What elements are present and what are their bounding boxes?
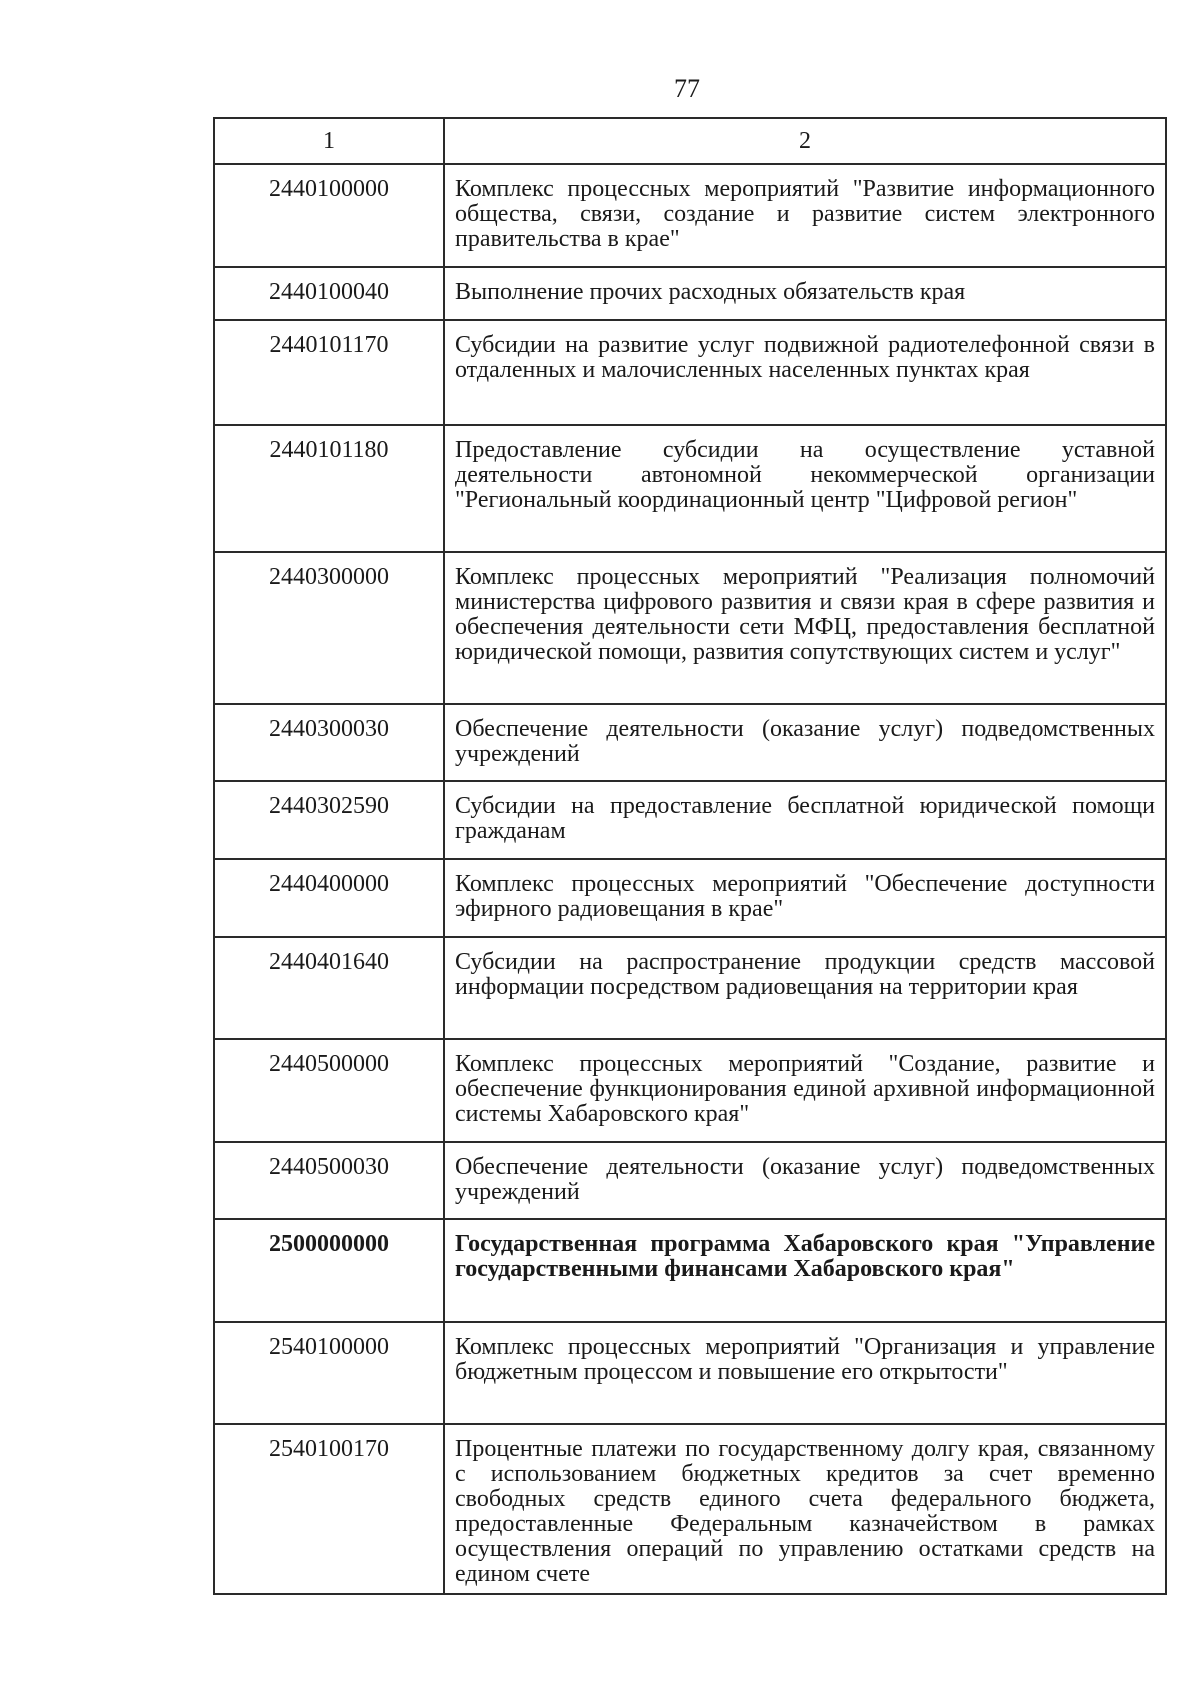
table-row-program <box>214 1219 1166 1322</box>
table-header-row <box>214 118 1166 164</box>
table-row <box>214 859 1166 937</box>
table-row <box>214 320 1166 425</box>
row-code: 2440101180 <box>214 425 444 552</box>
row-name: Комплекс процессных мероприятий "Развитие информационного общества, связи, создание и развитие систем электронного правительства в крае" <box>444 164 1166 267</box>
row-name: Комплекс процессных мероприятий "Организация и управление бюджетным процессом и повышение его открытости" <box>444 1322 1166 1424</box>
row-name: Обеспечение деятельности (оказание услуг) подведомственных учреждений <box>444 704 1166 781</box>
row-code: 2440300000 <box>214 552 444 704</box>
row-code: 2440401640 <box>214 937 444 1039</box>
row-name: Комплекс процессных мероприятий "Реализация полномочий министерства цифрового развития и связи края в сфере развития и обеспечения деятельности сети МФЦ, предоставления бесплатной юридической помощи, развития сопутствующих систем и услуг" <box>444 552 1166 704</box>
table-row <box>214 552 1166 704</box>
row-name: Субсидии на распространение продукции средств массовой информации посредством радиовещания на территории края <box>444 937 1166 1039</box>
row-code: 2440100040 <box>214 267 444 320</box>
row-code: 2440500000 <box>214 1039 444 1142</box>
row-code: 2440302590 <box>214 781 444 859</box>
column-header-code: 1 <box>214 118 444 164</box>
table-row <box>214 1039 1166 1142</box>
row-code: 2440400000 <box>214 859 444 937</box>
row-code: 2440500030 <box>214 1142 444 1219</box>
row-code: 2540100000 <box>214 1322 444 1424</box>
row-name: Субсидии на развитие услуг подвижной радиотелефонной связи в отдаленных и малочисленных населенных пунктах края <box>444 320 1166 425</box>
page-number: 77 <box>674 74 700 103</box>
row-code: 2440300030 <box>214 704 444 781</box>
table-row <box>214 937 1166 1039</box>
row-code: 2440101170 <box>214 320 444 425</box>
table-row <box>214 425 1166 552</box>
row-code: 2440100000 <box>214 164 444 267</box>
row-name: Предоставление субсидии на осуществление уставной деятельности автономной некоммерческой организации "Региональный координационный центр "Цифровой регион" <box>444 425 1166 552</box>
row-name: Субсидии на предоставление бесплатной юридической помощи гражданам <box>444 781 1166 859</box>
table-row <box>214 267 1166 320</box>
table-row <box>214 1424 1166 1594</box>
table-row <box>214 164 1166 267</box>
row-code: 2540100170 <box>214 1424 444 1594</box>
row-name: Комплекс процессных мероприятий "Обеспечение доступности эфирного радиовещания в крае" <box>444 859 1166 937</box>
row-name: Комплекс процессных мероприятий "Создание, развитие и обеспечение функционирования единой архивной информационной системы Хабаровского края" <box>444 1039 1166 1142</box>
table-row <box>214 1322 1166 1424</box>
row-name: Процентные платежи по государственному долгу края, связанному с использованием бюджетных кредитов за счет временно свободных средств единого счета федерального бюджета, предоставленные Федеральным казначейством в рамках осуществления операций по управлению остатками средств на едином счете <box>444 1424 1166 1594</box>
table-row <box>214 1142 1166 1219</box>
row-code: 2500000000 <box>214 1219 444 1322</box>
table-row <box>214 704 1166 781</box>
row-name: Обеспечение деятельности (оказание услуг) подведомственных учреждений <box>444 1142 1166 1219</box>
budget-classification-table <box>213 117 1167 1595</box>
table-row <box>214 781 1166 859</box>
row-name: Выполнение прочих расходных обязательств края <box>444 267 1166 320</box>
column-header-name: 2 <box>444 118 1166 164</box>
row-name: Государственная программа Хабаровского края "Управление государственными финансами Хабаровского края" <box>444 1219 1166 1322</box>
